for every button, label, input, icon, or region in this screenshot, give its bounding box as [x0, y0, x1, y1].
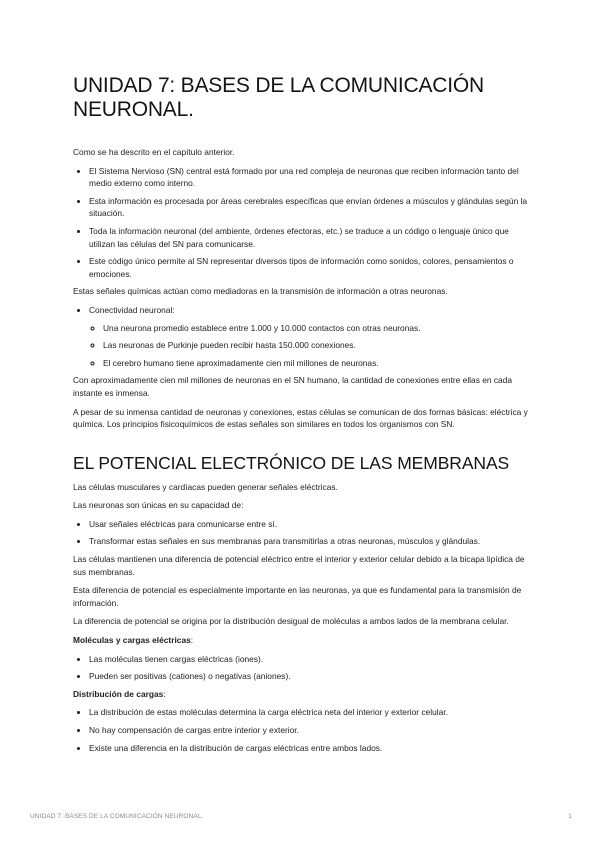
intro-list [73, 165, 528, 281]
list-item: • No hay compensación de cargas entre interior y exterior. [89, 724, 528, 737]
section-paragraph: Las células musculares y cardíacas pueden generar señales eléctricas. [73, 481, 338, 492]
connectivity-list [73, 304, 528, 369]
list-item: • Usar señales eléctricas para comunicarse entre sí. [89, 518, 528, 531]
list-item: ◦ El cerebro humano tiene aproximadamente cien mil millones de neuronas. [103, 357, 528, 370]
molecules-heading [73, 634, 528, 647]
list-item: • Este código único permite al SN representar diversos tipos de información como sonidos, colores, pensamientos o emociones. [89, 255, 528, 280]
section-paragraph: Esta diferencia de potencial es especialmente importante en las neuronas, ya que es fundamental para la transmisión de información. [73, 585, 522, 608]
list-item: • Pueden ser positivas (cationes) o negativas (aniones). [89, 670, 528, 683]
list-item: • Toda la información neuronal (del ambiente, órdenes efectoras, etc.) se traduce a un código o lenguaje único que utilizan las células del SN para comunicarse. [89, 225, 528, 250]
list-item: ◦ Una neurona promedio establece entre 1.000 y 10.000 contactos con otras neuronas. [103, 322, 528, 335]
despite-paragraph: A pesar de su inmensa cantidad de neuronas y conexiones, estas células se comunican de dos formas básicas: eléctrica y química. Los principios fisicoquímicos de estas señales son similares en todos los organismos con SN. [73, 406, 528, 430]
distribution-list [73, 706, 528, 754]
distribution-colon: : [163, 688, 166, 699]
page-number: 1 [568, 813, 572, 820]
molecules-list [73, 653, 528, 683]
section-paragraph: La diferencia de potencial se origina por la distribución desigual de moléculas a ambos lados de la membrana celular. [73, 616, 509, 627]
capacity-list [73, 518, 528, 548]
document-page [73, 74, 528, 759]
list-item: • La distribución de estas moléculas determina la carga eléctrica neta del interior y exterior celular. [89, 706, 528, 719]
molecules-colon: : [190, 635, 194, 646]
list-item: • Existe una diferencia en la distribución de cargas eléctricas entre ambos lados. [89, 742, 528, 755]
molecules-label: Moléculas y cargas eléctricas [73, 635, 191, 646]
connectivity-item [89, 304, 528, 369]
page-title: UNIDAD 7: BASES DE LA COMUNICACIÓN NEURONAL. [73, 74, 484, 121]
section-title: EL POTENCIAL ELECTRÓNICO DE LAS MEMBRANAS [73, 452, 510, 473]
page-footer [30, 813, 572, 820]
list-item: ◦ Las neuronas de Purkinje pueden recibir hasta 150.000 conexiones. [103, 339, 528, 352]
section-paragraph: Las neuronas son únicas en su capacidad de: [73, 500, 244, 511]
signals-paragraph: Estas señales químicas actúan como mediadoras en la transmisión de información a otras neuronas. [73, 286, 448, 297]
connectivity-label: Conectividad neuronal: [89, 304, 175, 315]
distribution-heading [73, 688, 528, 701]
approx-paragraph: Con aproximadamente cien mil millones de neuronas en el SN humano, la cantidad de conexiones entre ellas en cada instante es inmensa. [73, 375, 513, 398]
list-item: • Esta información es procesada por áreas cerebrales específicas que envían órdenes a músculos y glándulas según la situación. [89, 195, 528, 220]
list-item: • Transformar estas señales en sus membranas para transmitirlas a otras neuronas, músculos y glándulas. [89, 535, 528, 548]
connectivity-sublist [89, 322, 528, 370]
list-item: • Las moléculas tienen cargas eléctricas (iones). [89, 653, 528, 666]
distribution-label: Distribución de cargas [73, 688, 164, 699]
footer-title: UNIDAD 7: BASES DE LA COMUNICACIÓN NEURONAL. [30, 813, 204, 820]
list-item: • El Sistema Nervioso (SN) central está formado por una red compleja de neuronas que reciben información tanto del medio externo como interno. [89, 165, 528, 190]
section-paragraph: Las células mantienen una diferencia de potencial eléctrico entre el interior y exterior celular debido a la bicapa lipídica de sus membranas. [73, 554, 525, 577]
intro-paragraph: Como se ha descrito en el capítulo anterior. [73, 147, 235, 157]
